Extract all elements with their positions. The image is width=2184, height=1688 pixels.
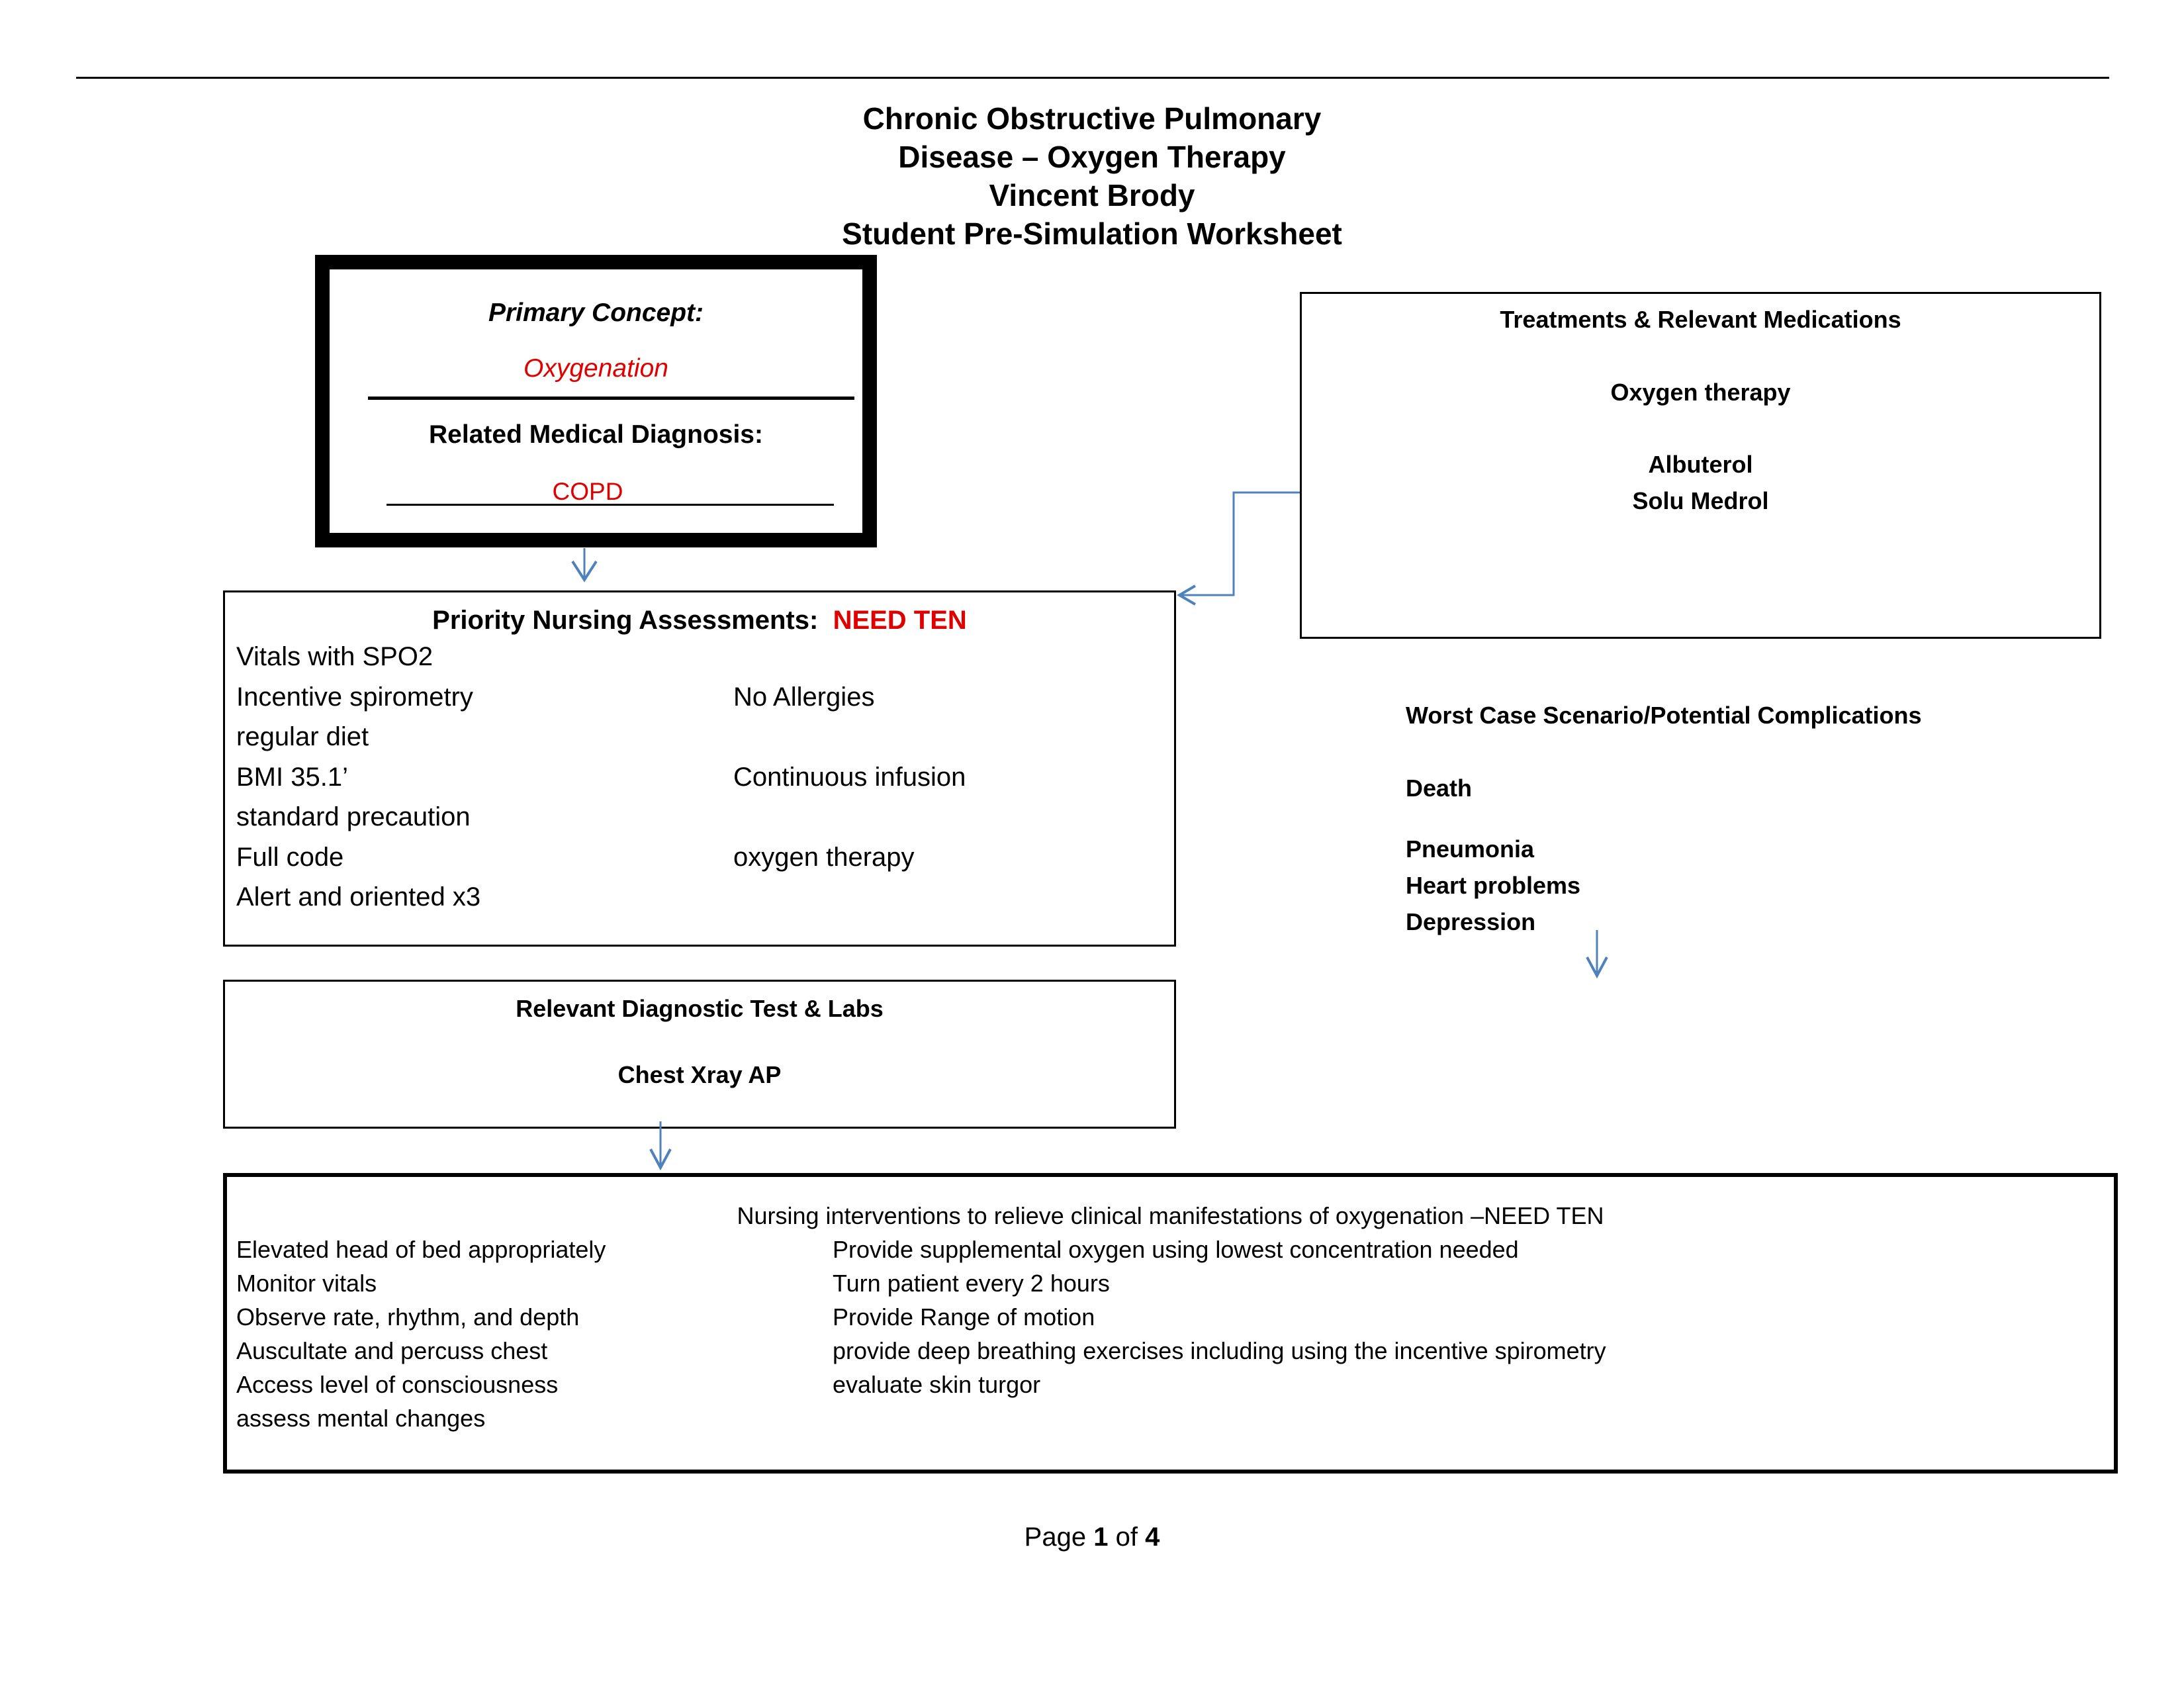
assessments-heading-label: Priority Nursing Assessments: <box>432 606 819 635</box>
arrow-treatments-to-assessments <box>1181 492 1300 595</box>
primary-concept-value: Oxygenation <box>523 354 668 383</box>
assessment-item: Vitals with SPO2 <box>236 642 433 671</box>
intervention-item: Monitor vitals <box>236 1270 377 1297</box>
assessment-item: standard precaution <box>236 802 471 831</box>
intervention-item: Elevated head of bed appropriately <box>236 1236 606 1263</box>
treatments-heading: Treatments & Relevant Medications <box>1500 306 1901 333</box>
assessment-item: oxygen therapy <box>733 843 915 872</box>
complication-item: Pneumonia <box>1406 835 1535 863</box>
assessment-item: regular diet <box>236 722 369 751</box>
worst-case-heading: Worst Case Scenario/Potential Complications <box>1406 702 1922 729</box>
intervention-item: Provide Range of motion <box>833 1303 1095 1331</box>
title-line-2: Disease – Oxygen Therapy <box>898 140 1286 174</box>
assessment-item: BMI 35.1’ <box>236 763 348 792</box>
assessment-item: Continuous infusion <box>733 763 966 792</box>
intervention-item: Observe rate, rhythm, and depth <box>236 1303 580 1331</box>
assessment-item: No Allergies <box>733 682 875 712</box>
complication-item: Death <box>1406 774 1473 802</box>
intervention-item: Auscultate and percuss chest <box>236 1337 548 1364</box>
page-word: Page <box>1024 1523 1087 1552</box>
treatment-item: Solu Medrol <box>1632 487 1769 514</box>
title-line-3: Vincent Brody <box>989 178 1195 212</box>
of-word: of <box>1115 1523 1138 1552</box>
complication-item: Heart problems <box>1406 872 1581 899</box>
intervention-item: Turn patient every 2 hours <box>833 1270 1110 1297</box>
primary-concept-label: Primary Concept: <box>488 299 704 327</box>
diagnostics-heading: Relevant Diagnostic Test & Labs <box>516 995 884 1022</box>
diagnostic-item: Chest Xray AP <box>617 1061 782 1088</box>
page-footer <box>0 1523 2184 1552</box>
intervention-item: Provide supplemental oxygen using lowest concentration needed <box>833 1236 1519 1263</box>
related-diagnosis-value: COPD <box>552 478 623 505</box>
complication-item: Depression <box>1406 908 1536 935</box>
assessments-need-ten: NEED TEN <box>833 606 967 635</box>
assessment-item: Incentive spirometry <box>236 682 473 712</box>
interventions-heading: Nursing interventions to relieve clinical manifestations of oxygenation –NEED TEN <box>737 1202 1604 1229</box>
page-number: 1 <box>1093 1523 1109 1552</box>
intervention-item: provide deep breathing exercises including using the incentive spirometry <box>833 1337 1606 1364</box>
treatment-item: Albuterol <box>1648 451 1753 478</box>
related-diagnosis-label: Related Medical Diagnosis: <box>429 420 763 449</box>
title-line-4: Student Pre-Simulation Worksheet <box>842 216 1342 251</box>
intervention-item: assess mental changes <box>236 1405 486 1432</box>
assessment-item: Alert and oriented x3 <box>236 882 481 912</box>
page-total: 4 <box>1145 1523 1160 1552</box>
intervention-item: Access level of consciousness <box>236 1371 559 1398</box>
intervention-item: evaluate skin turgor <box>833 1371 1041 1398</box>
assessment-item: Full code <box>236 843 344 872</box>
title-line-1: Chronic Obstructive Pulmonary <box>862 101 1322 136</box>
treatment-item: Oxygen therapy <box>1610 379 1791 406</box>
